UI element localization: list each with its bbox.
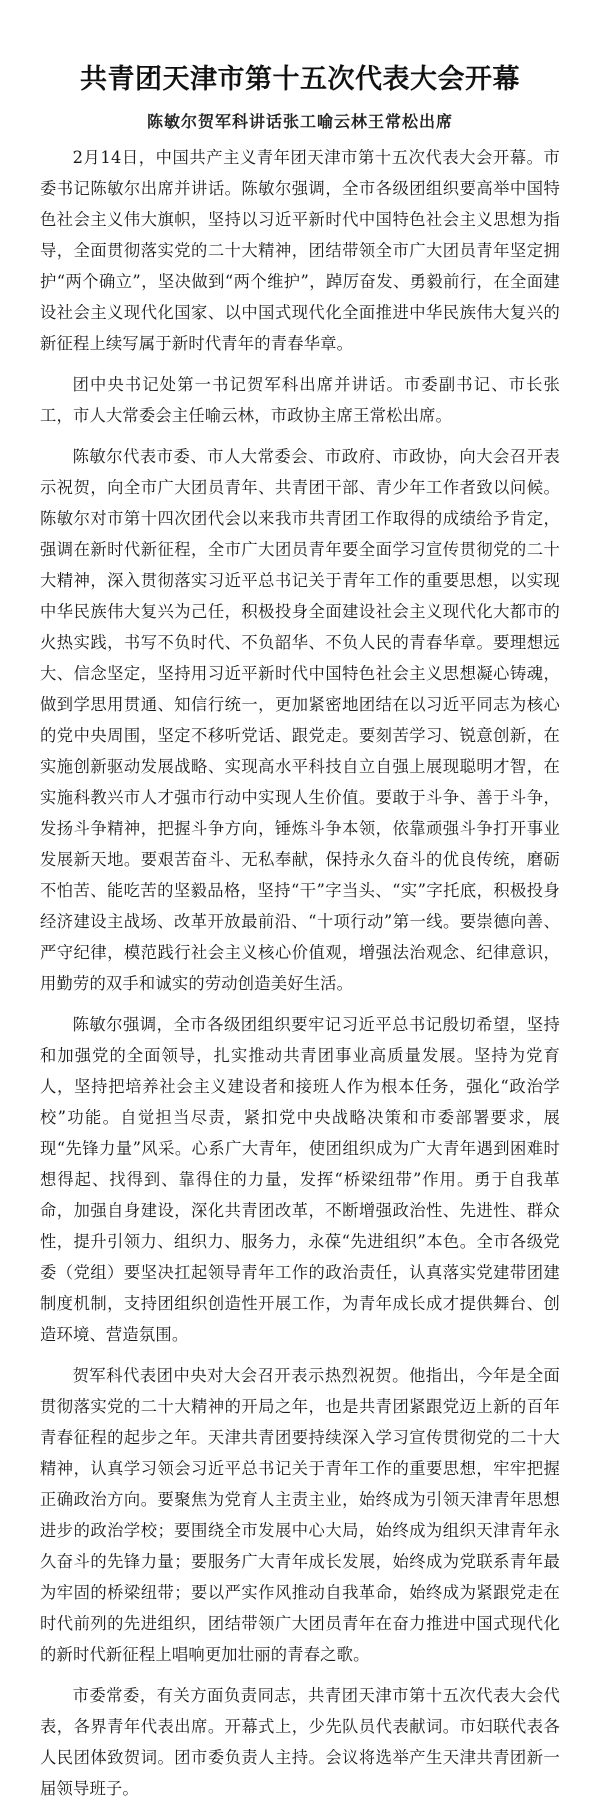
article-paragraph: 陈敏尔代表市委、市人大常委会、市政府、市政协，向大会召开表示祝贺，向全市广大团员青年、共青团干部、青少年工作者致以问候。陈敏尔对市第十四次团代会以来我市共青团工作取得的成绩给予肯定，强调在新时代新征程，全市广大团员青年要全面学习宣传贯彻党的二十大精神，深入贯彻落实习近平总书记关于青年工作的重要思想，以实现中华民族伟大复兴为己任，积极投身全面建设社会主义现代化大都市的火热实践，书写不负时代、不负韶华、不负人民的青春华章。要理想远大、信念坚定，坚持用习近平新时代中国特色社会主义思想凝心铸魂，做到学思用贯通、知信行统一，更加紧密地团结在以习近平同志为核心的党中央周围，坚定不移听党话、跟党走。要刻苦学习、锐意创新，在实施创新驱动发展战略、实现高水平科技自立自强上展现聪明才智，在实施科教兴市人才强市行动中实现人生价值。要敢于斗争、善于斗争，发扬斗争精神，把握斗争方向，锤炼斗争本领，依靠顽强斗争打开事业发展新天地。要艰苦奋斗、无私奉献，保持永久奋斗的优良传统，磨砺不怕苦、能吃苦的坚毅品格，坚持“干”字当头、“实”字托底，积极投身经济建设主战场、改革开放最前沿、“十项行动”第一线。要崇德向善、严守纪律，模范践行社会主义核心价值观，增强法治观念、纪律意识，用勤劳的双手和诚实的劳动创造美好生活。 — [40, 447, 560, 993]
article-title: 共青团天津市第十五次代表大会开幕 — [80, 64, 520, 95]
article-subtitle: 陈敏尔贺军科讲话张工喻云林王常松出席 — [146, 112, 453, 131]
article-paragraph: 陈敏尔强调，全市各级团组织要牢记习近平总书记殷切希望，坚持和加强党的全面领导，扎实推动共青团事业高质量发展。坚持为党育人，坚持把培养社会主义建设者和接班人作为根本任务，强化“政治学校”功能。自觉担当尽责，紧扣党中央战略决策和市委部署要求，展现“先锋力量”风采。心系广大青年，使团组织成为广大青年遇到困难时想得起、找得到、靠得住的力量，发挥“桥梁纽带”作用。勇于自我革命，加强自身建设，深化共青团改革，不断增强政治性、先进性、群众性，提升引领力、组织力、服务力，永葆“先进组织”本色。全市各级党委（党组）要坚决扛起领导青年工作的政治责任，认真落实党建带团建制度机制，支持团组织创造性开展工作，为青年成长成才提供舞台、创造环境、营造氛围。 — [40, 1015, 560, 1344]
article-paragraph: 2月14日，中国共产主义青年团天津市第十五次代表大会开幕。市委书记陈敏尔出席并讲话。陈敏尔强调，全市各级团组织要高举中国特色社会主义伟大旗帜，坚持以习近平新时代中国特色社会主义思想为指导，全面贯彻落实党的二十大精神，团结带领全市广大团员青年坚定拥护“两个确立”，坚决做到“两个维护”，踔厉奋发、勇毅前行，在全面建设社会主义现代化国家、以中国式现代化全面推进中华民族伟大复兴的新征程上续写属于新时代青年的青春华章。 — [40, 148, 560, 353]
article-body — [40, 142, 560, 1804]
article-paragraph: 市委常委，有关方面负责同志，共青团天津市第十五次代表大会代表，各界青年代表出席。开幕式上，少先队员代表献词。市妇联代表各人民团体致贺词。团市委负责人主持。会议将选举产生天津共青团新一届领导班子。 — [40, 1686, 560, 1798]
article-paragraph: 团中央书记处第一书记贺军科出席并讲话。市委副书记、市长张工，市人大常委会主任喻云林，市政协主席王常松出席。 — [40, 375, 560, 425]
article-paragraph: 贺军科代表团中央对大会召开表示热烈祝贺。他指出，今年是全面贯彻落实党的二十大精神的开局之年，也是共青团紧跟党迈上新的百年青春征程的起步之年。天津共青团要持续深入学习宣传贯彻党的二十大精神，认真学习领会习近平总书记关于青年工作的重要思想，牢牢把握正确政治方向。要聚焦为党育人主责主业，始终成为引领天津青年思想进步的政治学校；要围绕全市发展中心大局，始终成为组织天津青年永久奋斗的先锋力量；要服务广大青年成长发展，始终成为党联系青年最为牢固的桥梁纽带；要以严实作风推动自我革命，始终成为紧跟党走在时代前列的先进组织，团结带领广大团员青年在奋力推进中国式现代化的新时代新征程上唱响更加壮丽的青春之歌。 — [40, 1366, 560, 1664]
